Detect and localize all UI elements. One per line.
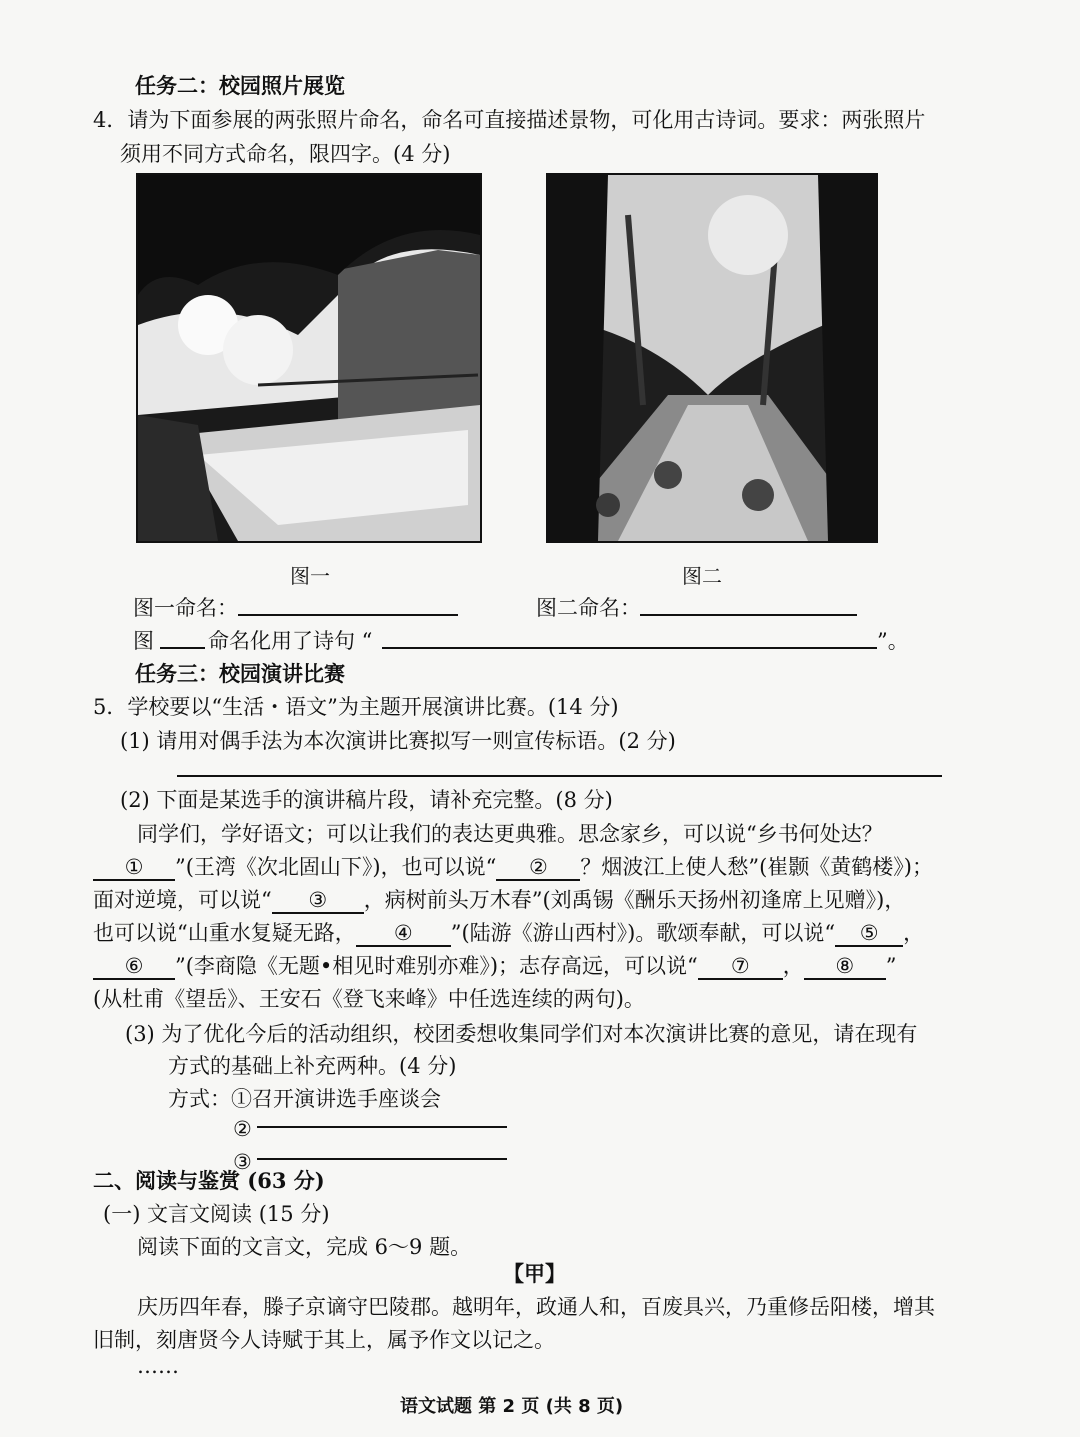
reading-instruction: 阅读下面的文言文，完成 6～9 题。 [137, 1235, 472, 1259]
photo-figure-1 [136, 173, 482, 543]
question-5-3-line1: (3) 为了优化今后的活动组织，校团委想收集同学们对本次演讲比赛的意见，请在现有 [125, 1022, 918, 1046]
speech-line-1: 同学们，学好语文；可以让我们的表达更典雅。思念家乡，可以说“乡书何处达？ [137, 822, 883, 846]
question-4-line2: 须用不同方式命名，限四字。(4 分) [120, 142, 451, 166]
task3-title: 任务三：校园演讲比赛 [135, 661, 345, 686]
speech-text: ， [903, 921, 925, 945]
question-5-3-line2: 方式的基础上补充两种。(4 分) [168, 1054, 457, 1078]
photo-figure-2 [546, 173, 878, 543]
slogan-blank[interactable] [177, 775, 942, 777]
speech-text: ”(王湾《次北固山下》)，也可以说“ [175, 855, 497, 879]
question-5-2: (2) 下面是某选手的演讲稿片段，请补充完整。(8 分) [120, 788, 613, 812]
blank-6[interactable]: ⑥ [93, 954, 175, 980]
passage-ellipsis: …… [137, 1354, 179, 1378]
question-5: 5．学校要以“生活・语文”为主题开展演讲比赛。(14 分) [93, 695, 619, 719]
speech-text: ，病树前头万木春”(刘禹锡《酬乐天扬州初逢席上见赠》)， [363, 888, 906, 912]
passage-line-2: 旧制，刻唐贤今人诗赋于其上，属予作文以记之。 [93, 1328, 555, 1352]
question-4-line1: 4．请为下面参展的两张照片命名，命名可直接描述景物，可化用古诗词。要求：两张照片 [93, 108, 926, 132]
speech-line-3 [93, 884, 905, 914]
poem-figure-blank[interactable] [160, 647, 205, 649]
speech-text: 面对逆境，可以说“ [93, 888, 272, 912]
speech-text: ” [885, 954, 897, 978]
passage-line-1: 庆历四年春，滕子京谪守巴陵郡。越明年，政通人和，百废具兴，乃重修岳阳楼，增其 [137, 1295, 935, 1319]
task2-title: 任务二：校园照片展览 [135, 73, 345, 98]
speech-text: ”(陆游《游山西村》)。歌颂奉献，可以说“ [450, 921, 836, 945]
poem-label-prefix: 图 [133, 629, 154, 653]
speech-line-6: (从杜甫《望岳》、王安石《登飞来峰》中任选连续的两句)。 [93, 987, 645, 1011]
blank-8[interactable]: ⑧ [804, 954, 886, 980]
speech-text: 也可以说“山重水复疑无路， [93, 921, 356, 945]
blank-3[interactable]: ③ [272, 888, 364, 914]
blank-1[interactable]: ① [93, 855, 175, 881]
poem-line-blank[interactable] [382, 647, 877, 649]
speech-text: ？烟波江上使人愁”(崔颢《黄鹤楼》)； [580, 855, 933, 879]
figure-2-name-label: 图二命名： [536, 596, 641, 620]
figure-1-caption: 图一 [290, 564, 330, 588]
figure-2-caption: 图二 [682, 564, 722, 588]
page-footer: 语文试题 第 2 页 (共 8 页) [400, 1396, 624, 1417]
blank-4[interactable]: ④ [356, 921, 451, 947]
blank-2[interactable]: ② [496, 855, 580, 881]
method-2-blank[interactable] [257, 1126, 507, 1128]
speech-line-4 [93, 917, 924, 947]
passage-jia-heading: 【甲】 [503, 1261, 566, 1286]
figure-1-name-label: 图一命名： [133, 596, 238, 620]
section-2-sub-1: (一) 文言文阅读 (15 分) [103, 1202, 330, 1226]
section-2-title: 二、阅读与鉴赏 (63 分) [93, 1168, 325, 1193]
question-5-1: (1) 请用对偶手法为本次演讲比赛拟写一则宣传标语。(2 分) [120, 729, 676, 753]
blank-7[interactable]: ⑦ [698, 954, 783, 980]
poem-label-middle: 命名化用了诗句 “ [208, 629, 373, 653]
speech-line-2 [93, 851, 933, 881]
speech-text: ， [782, 954, 804, 978]
speech-line-5 [93, 950, 897, 980]
method-3-label: ③ [233, 1150, 252, 1174]
figure-2-name-blank[interactable] [640, 614, 857, 616]
blank-5[interactable]: ⑤ [835, 921, 903, 947]
method-3-blank[interactable] [257, 1158, 507, 1160]
method-1: 方式：①召开演讲选手座谈会 [168, 1087, 441, 1111]
method-2-label: ② [233, 1117, 252, 1141]
figure-1-name-blank[interactable] [238, 614, 458, 616]
speech-text: ”(李商隐《无题•相见时难别亦难》)；志存高远，可以说“ [175, 954, 698, 978]
poem-label-suffix: ”。 [877, 629, 909, 653]
